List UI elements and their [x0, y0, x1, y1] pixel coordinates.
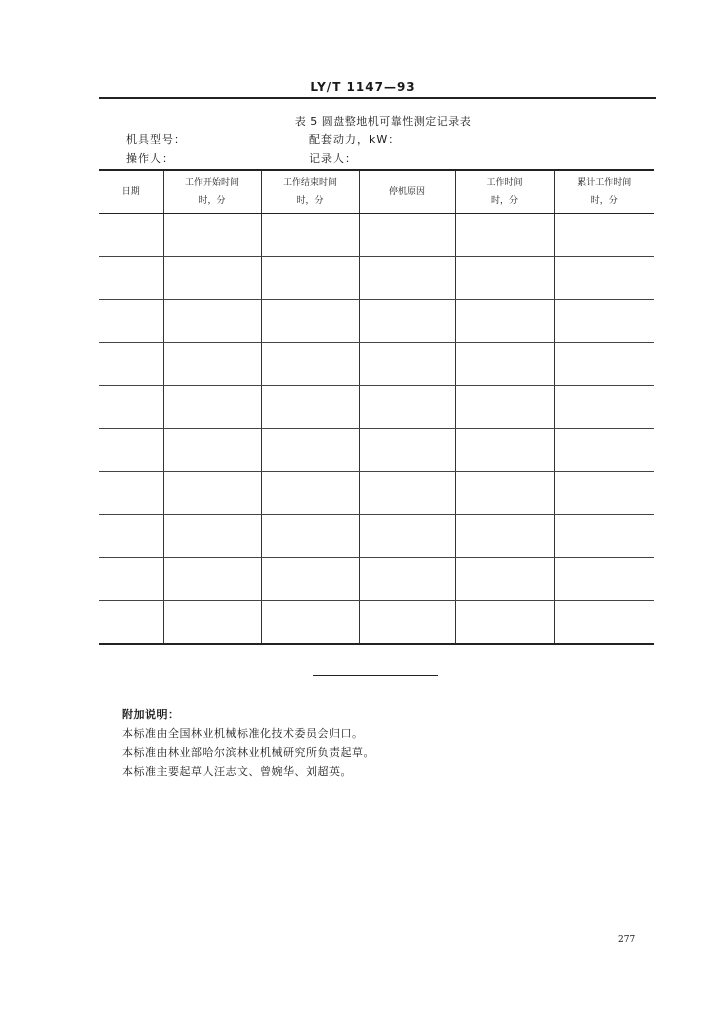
table-cell	[455, 257, 554, 300]
table-cell	[261, 386, 359, 429]
table-cell	[163, 601, 261, 645]
table-cell	[359, 386, 455, 429]
table-cell	[359, 343, 455, 386]
table-cell	[455, 386, 554, 429]
table-cell	[554, 214, 654, 257]
table-row	[99, 214, 654, 257]
notes-heading: 附加说明：	[122, 708, 180, 721]
table-cell	[554, 472, 654, 515]
table-row	[99, 472, 654, 515]
table-cell	[163, 257, 261, 300]
table-cell	[99, 429, 163, 472]
table-cell	[99, 601, 163, 645]
table-title: 表 5 圆盘整地机可靠性测定记录表	[294, 115, 472, 128]
col-header-end-time: 工作结束时间 时，分	[261, 170, 359, 214]
table-row	[99, 429, 654, 472]
table-cell	[359, 515, 455, 558]
table-cell	[163, 386, 261, 429]
table-cell	[455, 429, 554, 472]
end-of-table-rule	[313, 675, 438, 676]
table-cell	[554, 601, 654, 645]
table-row	[99, 386, 654, 429]
table-cell	[99, 472, 163, 515]
col-header-work-time: 工作时间 时，分	[455, 170, 554, 214]
table-cell	[99, 300, 163, 343]
table-cell	[455, 214, 554, 257]
table-cell	[554, 386, 654, 429]
table-cell	[455, 601, 554, 645]
table-cell	[261, 257, 359, 300]
table-cell	[261, 601, 359, 645]
col-header-start-time: 工作开始时间 时，分	[163, 170, 261, 214]
table-cell	[261, 429, 359, 472]
table-cell	[163, 515, 261, 558]
machine-model-label: 机具型号：	[126, 133, 186, 146]
table-cell	[99, 257, 163, 300]
table-cell	[455, 343, 554, 386]
notes-line: 本标准主要起草人汪志文、曾婉华、刘超英。	[122, 765, 352, 778]
table-cell	[261, 515, 359, 558]
table-cell	[163, 558, 261, 601]
table-cell	[99, 558, 163, 601]
table-cell	[261, 558, 359, 601]
table-cell	[359, 214, 455, 257]
table-cell	[163, 343, 261, 386]
power-label: 配套动力，kW：	[309, 133, 401, 146]
additional-notes	[122, 705, 375, 781]
notes-line: 本标准由全国林业机械标准化技术委员会归口。	[122, 727, 364, 740]
table-cell	[163, 429, 261, 472]
table-cell	[554, 515, 654, 558]
table-cell	[163, 214, 261, 257]
recorder-label: 记录人：	[309, 152, 357, 165]
table-cell	[99, 515, 163, 558]
table-cell	[554, 257, 654, 300]
table-cell	[99, 343, 163, 386]
table-cell	[554, 300, 654, 343]
notes-line: 本标准由林业部哈尔滨林业机械研究所负责起草。	[122, 746, 375, 759]
table-cell	[455, 300, 554, 343]
table-cell	[359, 472, 455, 515]
table-cell	[99, 214, 163, 257]
table-cell	[554, 343, 654, 386]
table-row	[99, 515, 654, 558]
table-cell	[455, 472, 554, 515]
table-cell	[261, 300, 359, 343]
page-number: 277	[618, 935, 636, 945]
table-cell	[261, 472, 359, 515]
reliability-record-table	[99, 169, 654, 645]
standard-code: LY/T 1147—93	[310, 80, 416, 94]
table-cell	[261, 214, 359, 257]
table-row	[99, 300, 654, 343]
col-header-stop-reason: 停机原因	[359, 170, 455, 214]
col-header-date: 日期	[99, 170, 163, 214]
table-cell	[261, 343, 359, 386]
table-row	[99, 343, 654, 386]
table-cell	[359, 429, 455, 472]
table-cell	[163, 472, 261, 515]
table-cell	[359, 300, 455, 343]
table-cell	[163, 300, 261, 343]
table-row	[99, 257, 654, 300]
col-header-cumulative-time: 累计工作时间 时，分	[554, 170, 654, 214]
table-cell	[359, 601, 455, 645]
table-row	[99, 558, 654, 601]
table-cell	[554, 558, 654, 601]
table-header-row	[99, 170, 654, 214]
header-rule	[99, 97, 656, 99]
table-cell	[455, 558, 554, 601]
table-cell	[359, 257, 455, 300]
table-cell	[359, 558, 455, 601]
operator-label: 操作人：	[126, 152, 174, 165]
table-row	[99, 601, 654, 645]
table-cell	[554, 429, 654, 472]
table-cell	[455, 515, 554, 558]
table-cell	[99, 386, 163, 429]
